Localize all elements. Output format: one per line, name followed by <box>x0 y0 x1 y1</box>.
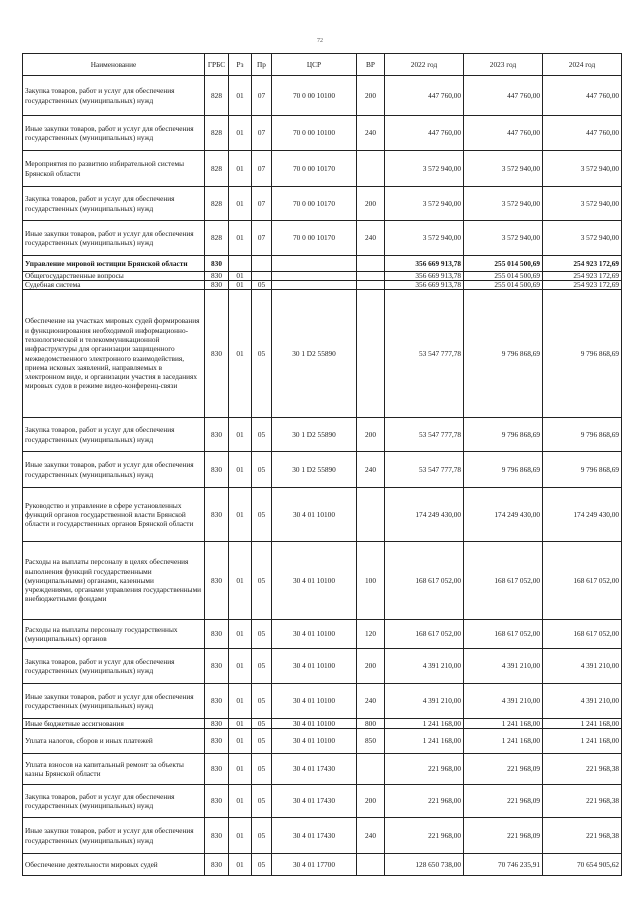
row-csr <box>272 256 357 272</box>
row-grbs: 830 <box>205 452 229 488</box>
row-grbs: 830 <box>205 290 229 418</box>
table-row <box>23 729 622 754</box>
row-name: Управление мировой юстиции Брянской области <box>23 256 205 272</box>
row-name: Общегосударственные вопросы <box>23 272 205 281</box>
row-amount-2022: 3 572 940,00 <box>385 151 464 187</box>
row-csr: 30 4 01 10100 <box>272 684 357 719</box>
row-amount-2023: 4 391 210,00 <box>464 649 543 684</box>
row-amount-2022: 128 650 738,00 <box>385 854 464 876</box>
table-row <box>23 488 622 542</box>
table-row <box>23 418 622 452</box>
row-amount-2023: 447 760,00 <box>464 76 543 116</box>
row-vr: 100 <box>357 542 385 620</box>
row-amount-2022: 3 572 940,00 <box>385 221 464 256</box>
table-row <box>23 272 622 281</box>
row-vr <box>357 488 385 542</box>
row-rz: 01 <box>229 729 252 754</box>
row-grbs: 830 <box>205 256 229 272</box>
table-row <box>23 542 622 620</box>
row-amount-2022: 53 547 777,78 <box>385 290 464 418</box>
header-2022: 2022 год <box>385 54 464 76</box>
row-pr: 05 <box>252 281 272 290</box>
row-vr: 200 <box>357 649 385 684</box>
row-grbs: 830 <box>205 488 229 542</box>
budget-table <box>22 53 622 876</box>
row-pr: 05 <box>252 785 272 818</box>
table-row <box>23 452 622 488</box>
row-vr <box>357 290 385 418</box>
table-row <box>23 754 622 785</box>
row-grbs: 828 <box>205 151 229 187</box>
row-rz: 01 <box>229 221 252 256</box>
row-amount-2023: 3 572 940,00 <box>464 187 543 221</box>
row-grbs: 828 <box>205 116 229 151</box>
row-rz: 01 <box>229 684 252 719</box>
row-csr: 30 4 01 10100 <box>272 649 357 684</box>
row-rz: 01 <box>229 488 252 542</box>
row-amount-2022: 53 547 777,78 <box>385 418 464 452</box>
header-csr: ЦСР <box>272 54 357 76</box>
row-vr: 240 <box>357 221 385 256</box>
row-amount-2024: 4 391 210,00 <box>543 684 622 719</box>
table-row <box>23 187 622 221</box>
row-pr: 05 <box>252 620 272 649</box>
row-amount-2024: 221 968,38 <box>543 785 622 818</box>
row-amount-2022: 168 617 052,00 <box>385 542 464 620</box>
row-amount-2023: 9 796 868,69 <box>464 290 543 418</box>
row-vr: 200 <box>357 418 385 452</box>
table-row <box>23 818 622 854</box>
row-vr <box>357 754 385 785</box>
row-amount-2023: 447 760,00 <box>464 116 543 151</box>
row-name: Судебная система <box>23 281 205 290</box>
row-vr: 240 <box>357 452 385 488</box>
row-grbs: 830 <box>205 542 229 620</box>
row-grbs: 828 <box>205 221 229 256</box>
row-vr <box>357 272 385 281</box>
row-name: Расходы на выплаты персоналу в целях обеспечения выполнения функций государственными (муниципальными) органами, казенными учреждениями, органами управления государственными внебюджетными фондами <box>23 542 205 620</box>
row-amount-2024: 3 572 940,00 <box>543 221 622 256</box>
row-amount-2023: 168 617 052,00 <box>464 620 543 649</box>
row-name: Иные закупки товаров, работ и услуг для обеспечения государственных (муниципальных) нужд <box>23 452 205 488</box>
row-rz <box>229 256 252 272</box>
row-rz: 01 <box>229 187 252 221</box>
page-number: 72 <box>317 38 323 44</box>
row-amount-2022: 447 760,00 <box>385 76 464 116</box>
row-name: Расходы на выплаты персоналу государственных (муниципальных) органов <box>23 620 205 649</box>
row-vr: 200 <box>357 785 385 818</box>
row-name: Иные бюджетные ассигнования <box>23 719 205 729</box>
row-amount-2022: 4 391 210,00 <box>385 684 464 719</box>
row-amount-2022: 221 968,00 <box>385 818 464 854</box>
row-amount-2024: 70 654 905,62 <box>543 854 622 876</box>
table-row <box>23 684 622 719</box>
header-2024: 2024 год <box>543 54 622 76</box>
row-amount-2024: 168 617 052,00 <box>543 542 622 620</box>
row-csr: 30 4 01 10100 <box>272 488 357 542</box>
row-rz: 01 <box>229 76 252 116</box>
row-amount-2022: 221 968,00 <box>385 754 464 785</box>
row-amount-2023: 221 968,09 <box>464 754 543 785</box>
row-amount-2024: 4 391 210,00 <box>543 649 622 684</box>
row-csr: 70 0 00 10170 <box>272 151 357 187</box>
table-row <box>23 256 622 272</box>
row-grbs: 828 <box>205 187 229 221</box>
row-vr: 200 <box>357 187 385 221</box>
row-amount-2024: 254 923 172,69 <box>543 281 622 290</box>
row-pr: 05 <box>252 418 272 452</box>
row-name: Закупка товаров, работ и услуг для обеспечения государственных (муниципальных) нужд <box>23 418 205 452</box>
row-csr: 70 0 00 10100 <box>272 116 357 151</box>
row-amount-2024: 3 572 940,00 <box>543 151 622 187</box>
row-pr: 05 <box>252 684 272 719</box>
table-row <box>23 854 622 876</box>
row-amount-2023: 255 014 500,69 <box>464 281 543 290</box>
row-csr: 70 0 00 10100 <box>272 76 357 116</box>
row-name: Мероприятия по развитию избирательной системы Брянской области <box>23 151 205 187</box>
row-grbs: 830 <box>205 418 229 452</box>
row-amount-2023: 255 014 500,69 <box>464 256 543 272</box>
row-grbs: 830 <box>205 818 229 854</box>
row-grbs: 830 <box>205 272 229 281</box>
row-amount-2024: 9 796 868,69 <box>543 452 622 488</box>
row-name: Закупка товаров, работ и услуг для обеспечения государственных (муниципальных) нужд <box>23 649 205 684</box>
row-grbs: 830 <box>205 854 229 876</box>
row-rz: 01 <box>229 818 252 854</box>
row-vr: 120 <box>357 620 385 649</box>
row-amount-2023: 174 249 430,00 <box>464 488 543 542</box>
row-pr: 05 <box>252 649 272 684</box>
row-amount-2023: 3 572 940,00 <box>464 151 543 187</box>
table-row <box>23 620 622 649</box>
row-amount-2023: 3 572 940,00 <box>464 221 543 256</box>
row-pr: 07 <box>252 76 272 116</box>
row-name: Уплата взносов на капитальный ремонт за объекты казны Брянской области <box>23 754 205 785</box>
row-amount-2023: 9 796 868,69 <box>464 452 543 488</box>
row-rz: 01 <box>229 854 252 876</box>
row-amount-2022: 168 617 052,00 <box>385 620 464 649</box>
row-name: Иные закупки товаров, работ и услуг для обеспечения государственных (муниципальных) нужд <box>23 818 205 854</box>
table-row <box>23 785 622 818</box>
row-pr <box>252 272 272 281</box>
row-csr: 30 4 01 10100 <box>272 620 357 649</box>
row-amount-2024: 447 760,00 <box>543 76 622 116</box>
row-vr: 240 <box>357 116 385 151</box>
row-pr: 07 <box>252 221 272 256</box>
row-pr: 05 <box>252 290 272 418</box>
row-csr: 30 4 01 17430 <box>272 785 357 818</box>
row-amount-2022: 4 391 210,00 <box>385 649 464 684</box>
row-amount-2024: 9 796 868,69 <box>543 290 622 418</box>
row-grbs: 830 <box>205 785 229 818</box>
row-rz: 01 <box>229 418 252 452</box>
row-pr: 05 <box>252 542 272 620</box>
row-rz: 01 <box>229 452 252 488</box>
row-rz: 01 <box>229 649 252 684</box>
row-csr: 30 4 01 17430 <box>272 818 357 854</box>
row-amount-2024: 1 241 168,00 <box>543 719 622 729</box>
row-amount-2022: 356 669 913,78 <box>385 272 464 281</box>
table-row <box>23 116 622 151</box>
row-amount-2022: 3 572 940,00 <box>385 187 464 221</box>
header-grbs: ГРБС <box>205 54 229 76</box>
row-csr: 30 1 D2 55890 <box>272 290 357 418</box>
row-vr <box>357 854 385 876</box>
row-amount-2023: 70 746 235,91 <box>464 854 543 876</box>
row-amount-2023: 4 391 210,00 <box>464 684 543 719</box>
row-amount-2022: 1 241 168,00 <box>385 719 464 729</box>
row-name: Иные закупки товаров, работ и услуг для обеспечения государственных (муниципальных) нужд <box>23 684 205 719</box>
row-pr: 05 <box>252 452 272 488</box>
row-pr: 05 <box>252 729 272 754</box>
table-row <box>23 281 622 290</box>
row-amount-2024: 3 572 940,00 <box>543 187 622 221</box>
row-amount-2023: 1 241 168,00 <box>464 719 543 729</box>
row-amount-2024: 221 968,38 <box>543 818 622 854</box>
row-csr: 30 4 01 10100 <box>272 729 357 754</box>
row-pr: 05 <box>252 719 272 729</box>
row-rz: 01 <box>229 719 252 729</box>
row-name: Иные закупки товаров, работ и услуг для обеспечения государственных (муниципальных) нужд <box>23 221 205 256</box>
row-rz: 01 <box>229 151 252 187</box>
row-amount-2022: 221 968,00 <box>385 785 464 818</box>
table-row <box>23 649 622 684</box>
header-2023: 2023 год <box>464 54 543 76</box>
row-amount-2024: 174 249 430,00 <box>543 488 622 542</box>
row-amount-2023: 221 968,09 <box>464 818 543 854</box>
row-amount-2024: 9 796 868,69 <box>543 418 622 452</box>
row-rz: 01 <box>229 620 252 649</box>
row-amount-2023: 168 617 052,00 <box>464 542 543 620</box>
row-name: Закупка товаров, работ и услуг для обеспечения государственных (муниципальных) нужд <box>23 785 205 818</box>
table-row <box>23 719 622 729</box>
row-pr: 07 <box>252 187 272 221</box>
row-amount-2023: 221 968,09 <box>464 785 543 818</box>
row-name: Закупка товаров, работ и услуг для обеспечения государственных (муниципальных) нужд <box>23 76 205 116</box>
row-amount-2022: 174 249 430,00 <box>385 488 464 542</box>
row-pr: 07 <box>252 116 272 151</box>
row-grbs: 830 <box>205 684 229 719</box>
row-vr <box>357 151 385 187</box>
row-amount-2023: 9 796 868,69 <box>464 418 543 452</box>
row-amount-2023: 255 014 500,69 <box>464 272 543 281</box>
row-csr: 70 0 00 10170 <box>272 187 357 221</box>
table-header-row <box>23 54 622 76</box>
row-csr: 30 1 D2 55890 <box>272 418 357 452</box>
row-grbs: 830 <box>205 754 229 785</box>
row-grbs: 830 <box>205 719 229 729</box>
row-csr: 30 4 01 17700 <box>272 854 357 876</box>
table-row <box>23 221 622 256</box>
row-rz: 01 <box>229 785 252 818</box>
row-pr: 05 <box>252 854 272 876</box>
row-grbs: 830 <box>205 649 229 684</box>
row-pr: 05 <box>252 818 272 854</box>
row-vr: 240 <box>357 818 385 854</box>
header-name: Наименование <box>23 54 205 76</box>
table-body <box>23 76 622 876</box>
row-amount-2022: 447 760,00 <box>385 116 464 151</box>
row-pr: 05 <box>252 754 272 785</box>
row-vr <box>357 281 385 290</box>
row-grbs: 830 <box>205 729 229 754</box>
row-rz: 01 <box>229 116 252 151</box>
row-grbs: 830 <box>205 281 229 290</box>
row-amount-2024: 221 968,38 <box>543 754 622 785</box>
row-vr: 200 <box>357 76 385 116</box>
header-vr: ВР <box>357 54 385 76</box>
row-amount-2024: 447 760,00 <box>543 116 622 151</box>
row-csr: 30 4 01 10100 <box>272 542 357 620</box>
row-name: Иные закупки товаров, работ и услуг для обеспечения государственных (муниципальных) нужд <box>23 116 205 151</box>
row-vr <box>357 256 385 272</box>
row-name: Уплата налогов, сборов и иных платежей <box>23 729 205 754</box>
row-amount-2022: 356 669 913,78 <box>385 281 464 290</box>
row-csr: 30 1 D2 55890 <box>272 452 357 488</box>
row-vr: 240 <box>357 684 385 719</box>
row-name: Руководство и управление в сфере установленных функций органов государственной власти Брянской области и государственных органов Брянской области <box>23 488 205 542</box>
row-pr <box>252 256 272 272</box>
table-row <box>23 151 622 187</box>
row-rz: 01 <box>229 754 252 785</box>
row-amount-2024: 168 617 052,00 <box>543 620 622 649</box>
row-amount-2024: 254 923 172,69 <box>543 256 622 272</box>
row-amount-2023: 1 241 168,00 <box>464 729 543 754</box>
row-pr: 05 <box>252 488 272 542</box>
row-pr: 07 <box>252 151 272 187</box>
row-grbs: 830 <box>205 620 229 649</box>
row-vr: 800 <box>357 719 385 729</box>
row-name: Обеспечение деятельности мировых судей <box>23 854 205 876</box>
header-rz: Рз <box>229 54 252 76</box>
row-amount-2022: 356 669 913,78 <box>385 256 464 272</box>
row-csr: 30 4 01 17430 <box>272 754 357 785</box>
row-amount-2022: 1 241 168,00 <box>385 729 464 754</box>
table-row <box>23 290 622 418</box>
row-name: Закупка товаров, работ и услуг для обеспечения государственных (муниципальных) нужд <box>23 187 205 221</box>
row-rz: 01 <box>229 290 252 418</box>
row-rz: 01 <box>229 542 252 620</box>
row-csr: 30 4 01 10100 <box>272 719 357 729</box>
row-rz: 01 <box>229 272 252 281</box>
row-amount-2022: 53 547 777,78 <box>385 452 464 488</box>
table-row <box>23 76 622 116</box>
row-grbs: 828 <box>205 76 229 116</box>
row-vr: 850 <box>357 729 385 754</box>
row-csr <box>272 272 357 281</box>
row-amount-2024: 254 923 172,69 <box>543 272 622 281</box>
row-csr <box>272 281 357 290</box>
row-csr: 70 0 00 10170 <box>272 221 357 256</box>
row-name: Обеспечение на участках мировых судей формирования и функционирования необходимой информационно-технологической и телекоммуникационной инфраструктуры для организации защищенного межведомственного электронного взаимодействия, приема исковых заявлений, направляемых в электронном виде, и организации участия в заседаниях мировых судов в режиме видео-конференц-связи <box>23 290 205 418</box>
row-rz: 01 <box>229 281 252 290</box>
header-pr: Пр <box>252 54 272 76</box>
row-amount-2024: 1 241 168,00 <box>543 729 622 754</box>
